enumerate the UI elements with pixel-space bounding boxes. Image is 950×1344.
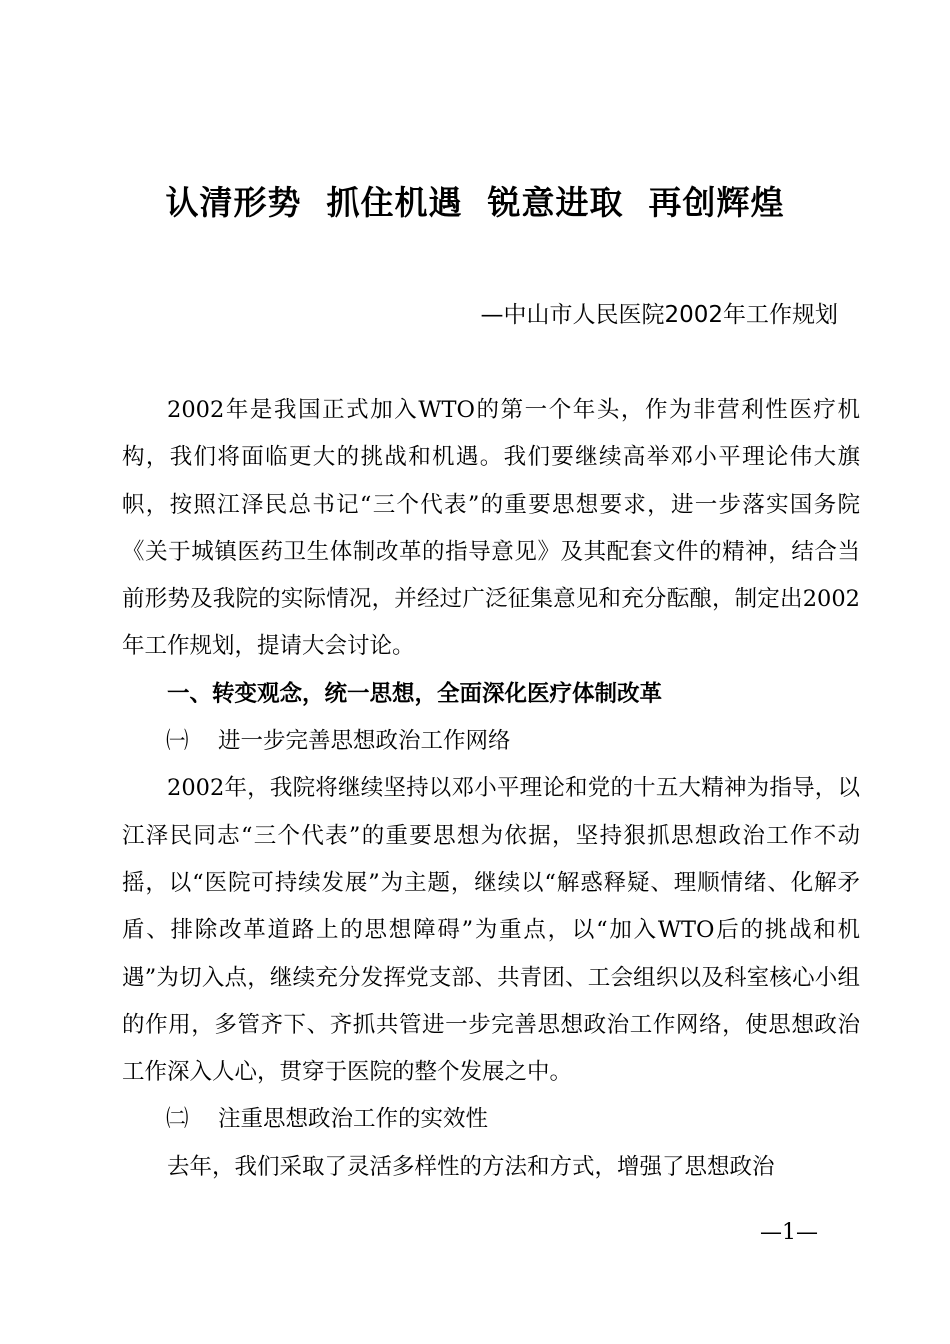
document-subtitle: —中山市人民医院2002年工作规划	[480, 302, 838, 328]
subsection-1-number: ㈠	[166, 728, 189, 755]
section-1-heading: 一、转变观念，统一思想，全面深化医疗体制改革	[167, 680, 663, 707]
document-title: 认清形势 抓住机遇 锐意进取 再创辉煌	[165, 183, 785, 222]
subsection-2-title: 注重思想政治工作的实效性	[218, 1106, 489, 1133]
subsection-1-title: 进一步完善思想政治工作网络	[218, 728, 511, 755]
document-body	[122, 387, 860, 1191]
intro-paragraph: 2002年是我国正式加入WTO的第一个年头，作为非营利性医疗机构，我们将面临更大的挑战和机遇。我们要继续高举邓小平理论伟大旗帜，按照江泽民总书记“三个代表”的重要思想要求，进一步落实国务院《关于城镇医药卫生体制改革的指导意见》及其配套文件的精神，结合当前形势及我院的实际情况，并经过广泛征集意见和充分酝酿，制定出2002年工作规划，提请大会讨论。	[122, 397, 860, 660]
subsection-1-heading	[122, 718, 860, 765]
subsection-2-heading	[122, 1096, 860, 1143]
subsection-2-number: ㈡	[166, 1106, 189, 1133]
subsection-1-paragraph: 2002年，我院将继续坚持以邓小平理论和党的十五大精神为指导，以江泽民同志“三个代表”的重要思想为依据，坚持狠抓思想政治工作不动摇，以“医院可持续发展”为主题，继续以“解惑释疑、理顺情绪、化解矛盾、排除改革道路上的思想障碍”为重点，以“加入WTO后的挑战和机遇”为切入点，继续充分发挥党支部、共青团、工会组织以及科室核心小组的作用，多管齐下、齐抓共管进一步完善思想政治工作网络，使思想政治工作深入人心，贯穿于医院的整个发展之中。	[122, 775, 860, 1086]
page-number: —1—	[760, 1220, 818, 1245]
subsection-2-paragraph: 去年，我们采取了灵活多样性的方法和方式，增强了思想政治	[167, 1153, 775, 1180]
